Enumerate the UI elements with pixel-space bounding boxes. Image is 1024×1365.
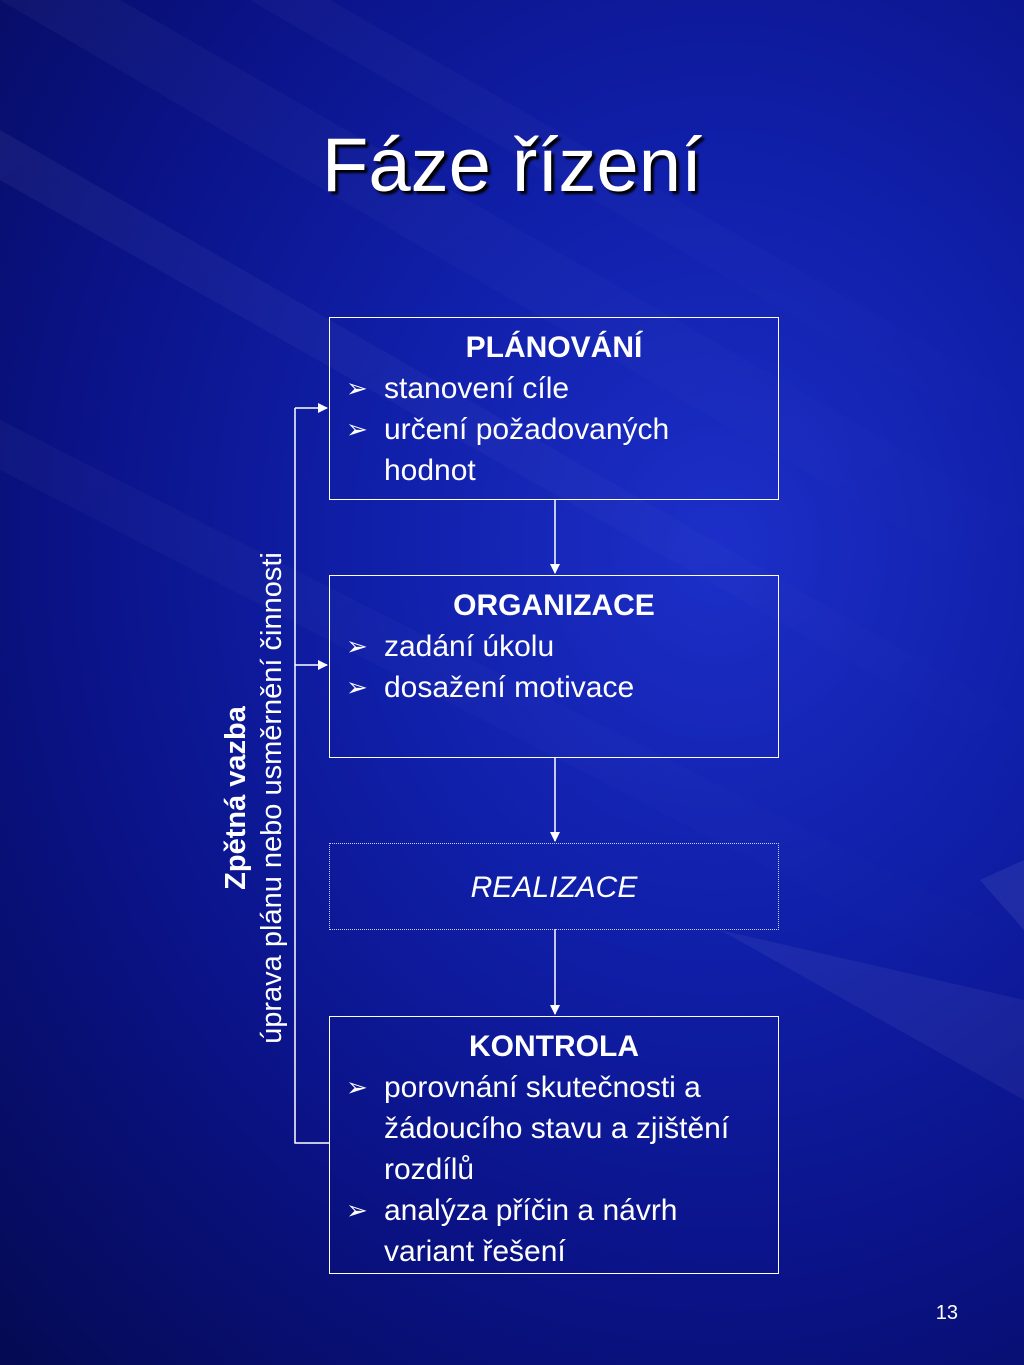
- box-planovani: [329, 317, 779, 500]
- list-item: ➢ porovnání skutečnosti a žádoucího stavu a zjištění rozdílů: [344, 1067, 764, 1190]
- box-organizace-title: ORGANIZACE: [453, 589, 655, 622]
- box-organizace-list: [344, 626, 764, 708]
- feedback-description: úprava plánu nebo usměrnění činnosti: [256, 552, 288, 1044]
- box-realizace-title: REALIZACE: [470, 871, 638, 904]
- list-item: ➢ zadání úkolu: [344, 626, 764, 667]
- list-item: ➢ stanovení cíle: [344, 368, 764, 409]
- box-organizace: [329, 575, 779, 758]
- arrow-bullet-icon: ➢: [346, 414, 368, 444]
- feedback-title: Zpětná vazba: [220, 706, 252, 890]
- box-planovani-list: [344, 368, 764, 491]
- arrow-bullet-icon: ➢: [346, 631, 368, 661]
- box-kontrola-title: KONTROLA: [469, 1030, 639, 1063]
- list-item: ➢ určení požadovaných hodnot: [344, 409, 764, 491]
- page-number: 13: [935, 1302, 958, 1324]
- list-item: ➢ analýza příčin a návrh variant řešení: [344, 1190, 764, 1272]
- box-realizace: [329, 843, 779, 930]
- list-item: ➢ dosažení motivace: [344, 667, 764, 708]
- arrow-bullet-icon: ➢: [346, 373, 368, 403]
- box-kontrola-list: [344, 1067, 764, 1272]
- box-planovani-title: PLÁNOVÁNÍ: [465, 331, 643, 364]
- arrow-bullet-icon: ➢: [346, 1072, 368, 1102]
- arrow-bullet-icon: ➢: [346, 1195, 368, 1225]
- arrow-bullet-icon: ➢: [346, 672, 368, 702]
- slide-title: Fáze řízení: [321, 123, 703, 208]
- box-kontrola: [329, 1016, 779, 1274]
- feedback-label: [218, 348, 290, 1248]
